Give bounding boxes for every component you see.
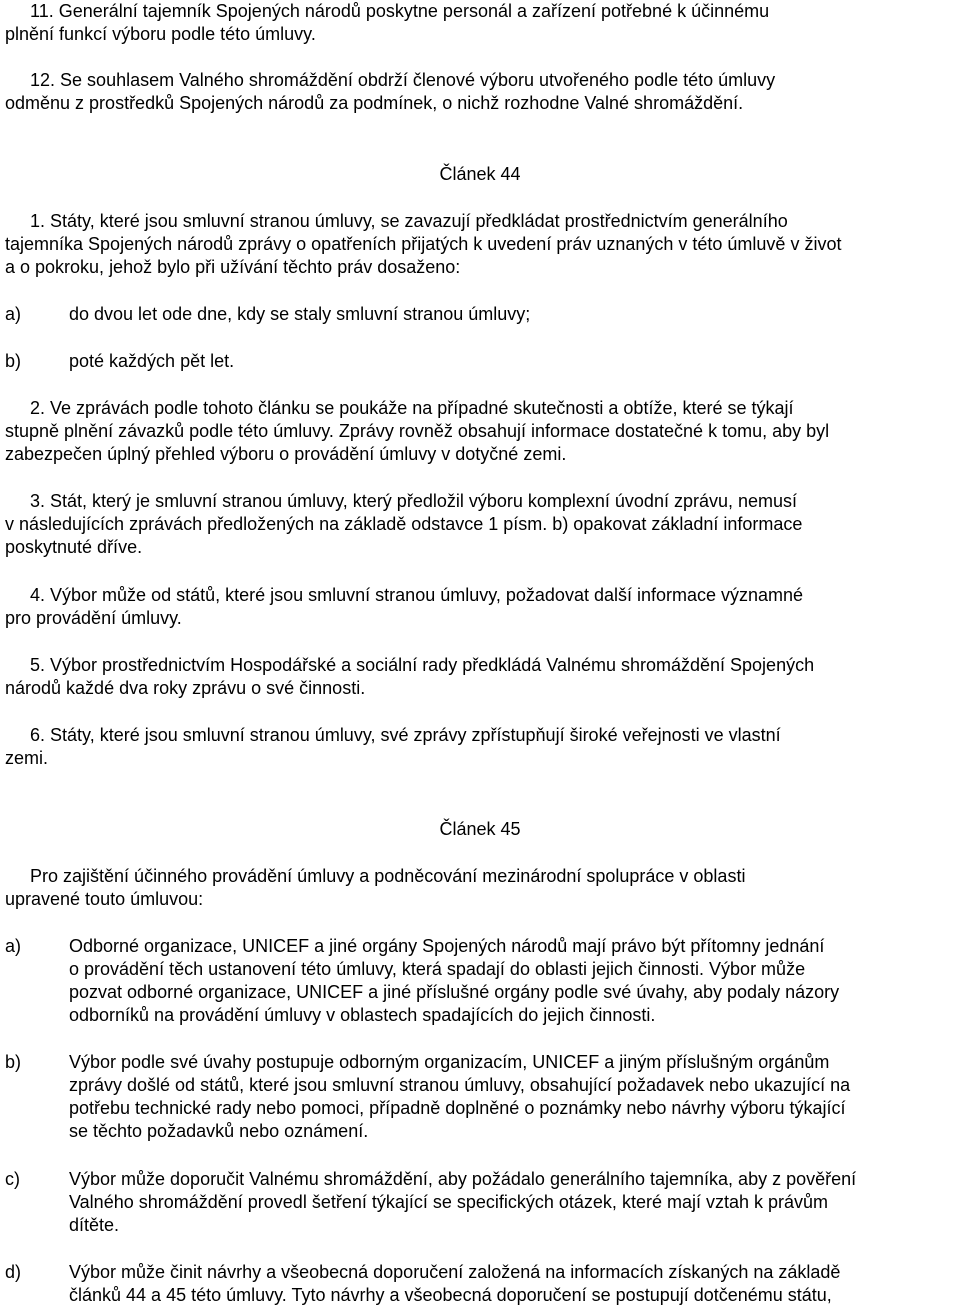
paragraph-44-6: 6. Státy, které jsou smluvní stranou úmluvy, své zprávy zpřístupňují široké veřejnosti ve vlastní zemi. (5, 725, 781, 768)
list-item-label: a) (5, 304, 22, 324)
paragraph-43-11: 11. Generální tajemník Spojených národů poskytne personál a zařízení potřebné k účinnému plnění funkcí výboru podle této úmluvy. (5, 1, 770, 44)
paragraph-44-5: 5. Výbor prostřednictvím Hospodářské a sociální rady předkládá Valnému shromáždění Spojených národů každé dva roky zprávu o své činnosti. (5, 655, 815, 698)
list-item-label: b) (5, 1052, 22, 1072)
paragraph-44-3: 3. Stát, který je smluvní stranou úmluvy, který předložil výboru komplexní úvodní zprávu, nemusí v následujících zprávách předložených na základě odstavce 1 písm. b) opakovat základní informace poskytnuté dříve. (5, 491, 803, 557)
list-item-label: a) (5, 936, 22, 956)
list-item-label: c) (5, 1169, 20, 1189)
list-item-text: Výbor může činit návrhy a všeobecná doporučení založená na informacích získaných na základě článků 44 a 45 této úmluvy. Tyto návrhy a všeobecná doporučení se postupují dotčenému státu, (69, 1262, 841, 1305)
article-44-heading: Článek 44 (439, 164, 521, 184)
paragraph-44-2: 2. Ve zprávách podle tohoto článku se poukáže na případné skutečnosti a obtíže, které se týkají stupně plnění závazků podle této úmluvy. Zprávy rovněž obsahují informace dostatečné k tomu, aby byl zabezpečen úplný přehled výboru o provádění úmluvy v dotyčné zemi. (5, 398, 830, 464)
paragraph-44-1: 1. Státy, které jsou smluvní stranou úmluvy, se zavazují předkládat prostřednictvím generálního tajemníka Spojených národů zprávy o opatřeních přijatých k uvedení práv uznaných v této úmluvě v život a o pokroku, jehož bylo při užívání těchto práv dosaženo: (5, 211, 842, 277)
paragraph-44-4: 4. Výbor může od států, které jsou smluvní stranou úmluvy, požadovat další informace významné pro provádění úmluvy. (5, 585, 804, 628)
article-45-heading: Článek 45 (439, 819, 521, 839)
list-item-label: d) (5, 1262, 22, 1282)
paragraph-43-12: 12. Se souhlasem Valného shromáždění obdrží členové výboru utvořeného podle této úmluvy odměnu z prostředků Spojených národů za podmínek, o nichž rozhodne Valné shromáždění. (5, 70, 776, 113)
list-item-text: Výbor může doporučit Valnému shromáždění, aby požádalo generálního tajemníka, aby z pověření Valného shromáždění provedl šetření týkající se specifických otázek, které mají vztah k právům dítěte. (69, 1169, 857, 1235)
list-item-text: poté každých pět let. (69, 351, 235, 371)
list-item-label: b) (5, 351, 22, 371)
list-item-text: Odborné organizace, UNICEF a jiné orgány Spojených národů mají právo být přítomny jednání o provádění těch ustanovení této úmluvy, která spadají do oblasti jejich činnosti. Výbor může pozvat odborné organizace, UNICEF a jiné příslušné orgány podle své úvahy, aby podaly názory odborníků na provádění úmluvy v oblastech spadajících do jejich činnosti. (69, 936, 840, 1025)
paragraph-45-intro: Pro zajištění účinného provádění úmluvy a podněcování mezinárodní spolupráce v oblasti upravené touto úmluvou: (5, 866, 746, 909)
list-item-text: do dvou let ode dne, kdy se staly smluvní stranou úmluvy; (69, 304, 531, 324)
list-item-text: Výbor podle své úvahy postupuje odborným organizacím, UNICEF a jiným příslušným orgánům zprávy došlé od států, které jsou smluvní stranou úmluvy, obsahující požadavek nebo ukazující na potřebu technické rady nebo pomoci, případně doplněné o poznámky nebo návrhy výboru týkající se těchto požadavků nebo oznámení. (69, 1052, 851, 1141)
